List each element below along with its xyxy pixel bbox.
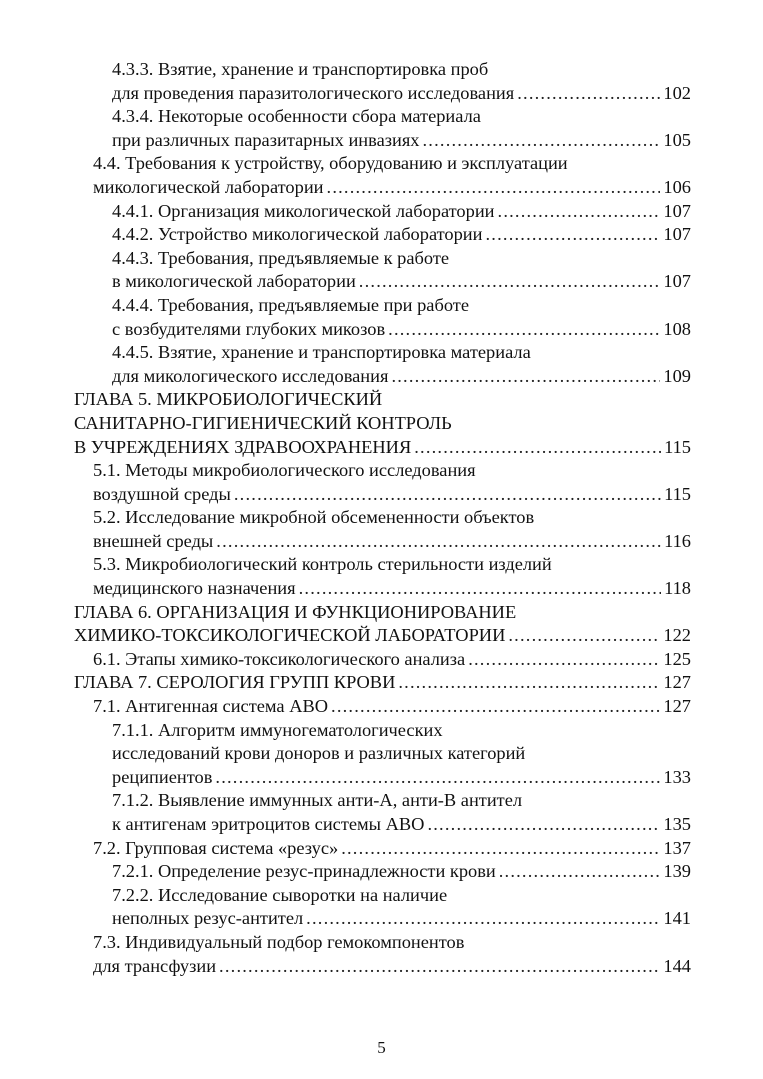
toc-entry-text: исследований крови доноров и различных категорий [112, 743, 526, 764]
dot-leader [327, 176, 661, 200]
toc-entry-text: медицинского назначения [93, 578, 296, 599]
dot-leader [215, 766, 660, 790]
toc-entry-text: 5.1. Методы микробиологического исследования [93, 460, 476, 481]
toc-entry-text: 5.2. Исследование микробной обсемененности объектов [93, 507, 535, 528]
toc-page-number: 141 [663, 908, 691, 929]
toc-entry-text: для трансфузии [93, 955, 217, 976]
toc-entry-line [74, 577, 691, 601]
toc-entry-line [74, 648, 691, 672]
toc-entry-line [74, 530, 691, 554]
toc-entry-line [74, 176, 691, 200]
dot-leader [216, 530, 661, 554]
toc-entry-text: 4.4.3. Требования, предъявляемые к работе [112, 247, 450, 268]
toc-entry-line [74, 459, 691, 483]
toc-entry-line [74, 553, 691, 577]
toc-entry-line [74, 318, 691, 342]
toc-entry-line [74, 152, 691, 176]
toc-entry-line [74, 624, 691, 648]
toc-entry-text: ГЛАВА 5. МИКРОБИОЛОГИЧЕСКИЙ [74, 389, 383, 410]
toc-page-number: 105 [663, 129, 691, 150]
toc-page-number: 115 [664, 483, 691, 504]
toc-entry-line [74, 766, 691, 790]
toc-page-number: 127 [663, 672, 691, 693]
toc-entry-line [74, 789, 691, 813]
toc-entry-line [74, 247, 691, 271]
toc-entry-line [74, 129, 691, 153]
toc-page-number: 137 [663, 837, 691, 858]
toc-entry-text: для микологического исследования [112, 365, 389, 386]
toc-page-number: 135 [663, 814, 691, 834]
toc-entry-text: 6.1. Этапы химико-токсикологического анализа [93, 648, 466, 669]
toc-page-number: 102 [663, 82, 691, 103]
toc-entry-text: с возбудителями глубоких микозов [112, 318, 386, 339]
dot-leader [468, 648, 660, 672]
dot-leader [423, 129, 661, 153]
dot-leader [219, 955, 660, 979]
toc-page-number: 144 [663, 955, 691, 976]
toc-entry-text: 4.4.2. Устройство микологической лаборатории [112, 224, 483, 245]
dot-leader [486, 223, 661, 247]
toc-entry-line [74, 388, 691, 412]
toc-entry-line [74, 884, 691, 908]
toc-page-number: 108 [663, 318, 691, 339]
dot-leader [234, 483, 661, 507]
toc-entry-text: В УЧРЕЖДЕНИЯХ ЗДРАВООХРАНЕНИЯ [74, 436, 412, 457]
toc-entry-line [74, 813, 691, 837]
toc-page-number: 127 [663, 696, 691, 717]
toc-entry-line [74, 365, 691, 389]
toc-entry-line [74, 931, 691, 955]
toc-entry-text: 7.3. Индивидуальный подбор гемокомпонентов [93, 931, 465, 952]
toc-entry-text: САНИТАРНО-ГИГИЕНИЧЕСКИЙ КОНТРОЛЬ [74, 412, 452, 433]
toc-entry-text: ХИМИКО-ТОКСИКОЛОГИЧЕСКОЙ ЛАБОРАТОРИИ [74, 625, 506, 646]
toc-entry-text: в микологической лаборатории [112, 271, 356, 292]
dot-leader [508, 624, 660, 648]
toc-entry-text: 4.4.1. Организация микологической лаборатории [112, 200, 495, 221]
toc-entry-line [74, 105, 691, 129]
dot-leader [306, 907, 660, 931]
toc-entry-text: реципиентов [112, 766, 213, 787]
dot-leader [414, 436, 661, 460]
toc-entry-line [74, 719, 691, 743]
dot-leader [341, 837, 660, 861]
toc-entry-line [74, 200, 691, 224]
dot-leader [498, 200, 661, 224]
toc-page-number: 107 [663, 224, 691, 245]
toc-page-number: 107 [663, 200, 691, 221]
toc-entry-text: 4.3.3. Взятие, хранение и транспортировка проб [112, 59, 489, 79]
dot-leader [299, 577, 661, 601]
toc-entry-text: 7.2.2. Исследование сыворотки на наличие [112, 884, 448, 905]
dot-leader [388, 318, 660, 342]
table-of-contents [74, 58, 691, 978]
toc-page-number: 116 [664, 530, 691, 551]
toc-entry-line [74, 671, 691, 695]
dot-leader [391, 365, 660, 389]
toc-entry-text: 7.1.2. Выявление иммунных анти-А, анти-В антител [112, 790, 523, 811]
toc-entry-text: неполных резус-антител [112, 908, 304, 929]
toc-page-number: 122 [663, 625, 691, 646]
dot-leader [359, 270, 661, 294]
toc-entry-text: 7.1. Антигенная система АВО [93, 696, 329, 717]
toc-entry-line [74, 294, 691, 318]
page-number: 5 [377, 1038, 386, 1057]
toc-entry-line [74, 82, 691, 106]
toc-page-number: 106 [663, 176, 691, 197]
toc-entry-text: 4.3.4. Некоторые особенности сбора материала [112, 106, 481, 127]
toc-entry-line [74, 837, 691, 861]
toc-entry-line [74, 483, 691, 507]
toc-entry-text: 7.2.1. Определение резус-принадлежности крови [112, 861, 496, 882]
toc-entry-line [74, 436, 691, 460]
toc-entry-text: 4.4.4. Требования, предъявляемые при работе [112, 294, 469, 315]
toc-entry-text: к антигенам эритроцитов системы АВО [112, 814, 425, 834]
toc-entry-line [74, 58, 691, 82]
dot-leader [398, 671, 660, 695]
toc-entry-line [74, 506, 691, 530]
toc-entry-text: 5.3. Микробиологический контроль стерильности изделий [93, 554, 552, 575]
dot-leader [517, 82, 660, 106]
toc-page-number: 139 [663, 861, 691, 882]
toc-entry-line [74, 223, 691, 247]
toc-page-number: 118 [664, 578, 691, 599]
dot-leader [331, 695, 660, 719]
toc-entry-text: 4.4. Требования к устройству, оборудованию и эксплуатации [93, 153, 568, 174]
toc-entry-line [74, 860, 691, 884]
toc-entry-text: 4.4.5. Взятие, хранение и транспортировка материала [112, 342, 531, 363]
toc-entry-line [74, 955, 691, 979]
toc-entry-text: при различных паразитарных инвазиях [112, 129, 420, 150]
toc-entry-line [74, 742, 691, 766]
toc-page-number: 115 [664, 436, 691, 457]
toc-entry-text: ГЛАВА 6. ОРГАНИЗАЦИЯ И ФУНКЦИОНИРОВАНИЕ [74, 601, 517, 622]
toc-page-number: 107 [663, 271, 691, 292]
toc-page-number: 125 [663, 648, 691, 669]
dot-leader [499, 860, 661, 884]
toc-entry-line [74, 341, 691, 365]
toc-entry-text: воздушной среды [93, 483, 231, 504]
dot-leader [427, 813, 660, 837]
toc-entry-text: 7.1.1. Алгоритм иммуногематологических [112, 719, 443, 740]
toc-entry-line [74, 270, 691, 294]
toc-entry-text: 7.2. Групповая система «резус» [93, 837, 339, 858]
toc-entry-text: внешней среды [93, 530, 214, 551]
toc-entry-line [74, 412, 691, 436]
toc-entry-text: микологической лаборатории [93, 176, 324, 197]
toc-entry-text: ГЛАВА 7. СЕРОЛОГИЯ ГРУПП КРОВИ [74, 672, 396, 693]
toc-entry-line [74, 695, 691, 719]
toc-entry-line [74, 601, 691, 625]
toc-page-number: 109 [663, 365, 691, 386]
toc-entry-line [74, 907, 691, 931]
toc-entry-text: для проведения паразитологического исследования [112, 82, 515, 103]
toc-page-number: 133 [663, 766, 691, 787]
